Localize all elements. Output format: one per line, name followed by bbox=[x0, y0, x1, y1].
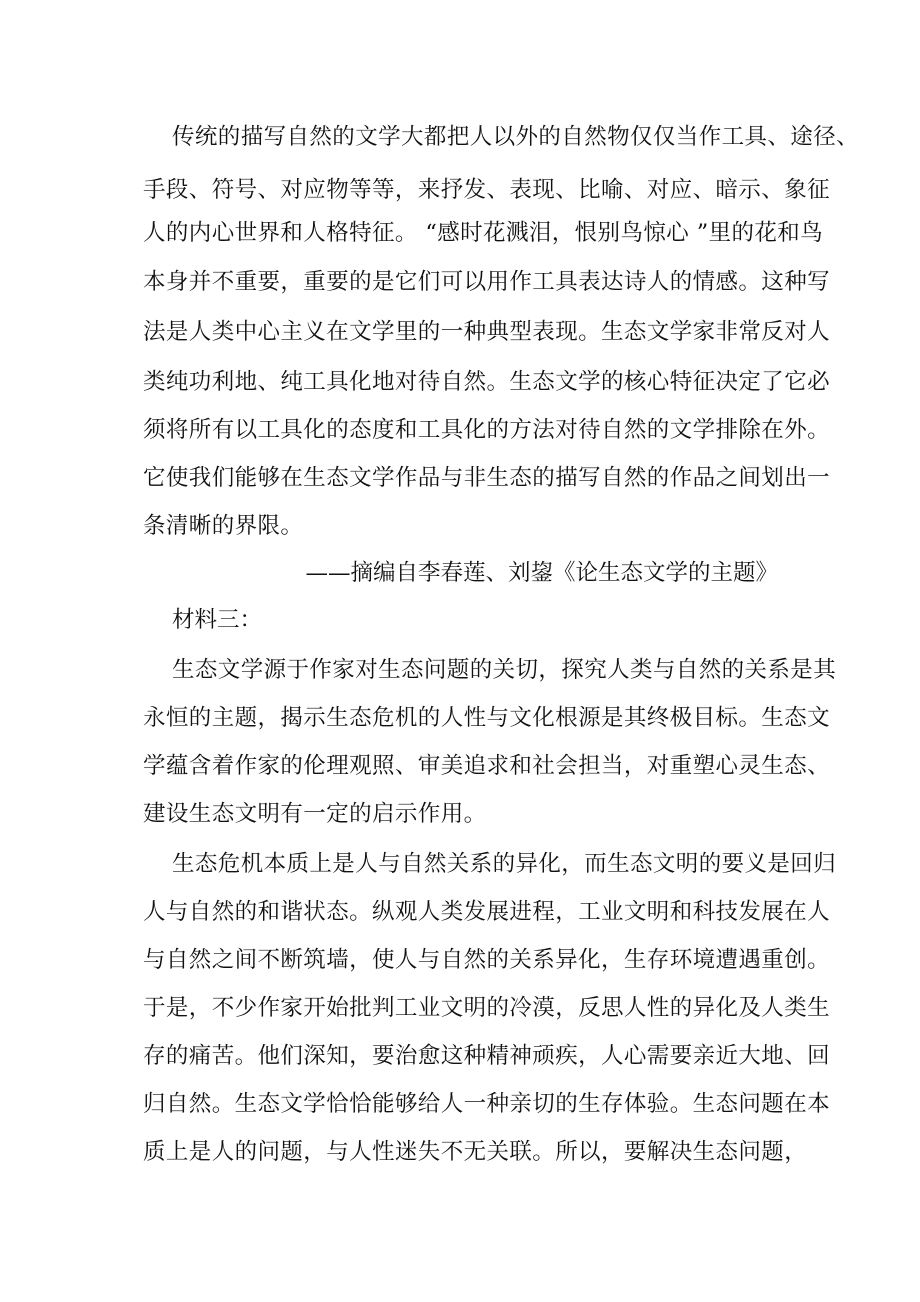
material-3-p2-line-4: 于是，不少作家开始批判工业文明的冷漠，反思人性的异化及人类生 bbox=[143, 995, 831, 1021]
passage-1-line-6: 类纯功利地、纯工具化地对待自然。生态文学的核心特征决定了它必 bbox=[143, 369, 831, 395]
passage-1-line-9: 条清晰的界限。 bbox=[143, 513, 304, 539]
passage-1-line-5: 法是人类中心主义在文学里的一种典型表现。生态文学家非常反对人 bbox=[143, 319, 831, 345]
material-3-p2-line-7: 质上是人的问题，与人性迷失不无关联。所以，要解决生态问题， bbox=[143, 1139, 808, 1165]
material-3-p2-line-1: 生态危机本质上是人与自然关系的异化，而生态文明的要义是回归 bbox=[172, 851, 837, 877]
passage-1-line-4: 本身并不重要，重要的是它们可以用作工具表达诗人的情感。这种写 bbox=[143, 269, 831, 295]
material-3-p2-line-6: 归自然。生态文学恰恰能够给人一种亲切的生存体验。生态问题在本 bbox=[143, 1091, 831, 1117]
material-3-p1-line-1: 生态文学源于作家对生态问题的关切，探究人类与自然的关系是其 bbox=[172, 657, 837, 683]
material-3-p1-line-2: 永恒的主题，揭示生态危机的人性与文化根源是其终极目标。生态文 bbox=[143, 705, 831, 731]
passage-1-line-3: 人的内心世界和人格特征。 “感时花溅泪，恨别鸟惊心 ”里的花和鸟 bbox=[143, 220, 824, 246]
material-3-p2-line-2: 人与自然的和谐状态。纵观人类发展进程，工业文明和科技发展在人 bbox=[143, 899, 831, 925]
material-3-label: 材料三： bbox=[172, 607, 263, 633]
material-3-p1-line-3: 学蕴含着作家的伦理观照、审美追求和社会担当，对重塑心灵生态、 bbox=[143, 753, 831, 779]
material-3-p2-line-5: 存的痛苦。他们深知，要治愈这种精神顽疾，人心需要亲近大地、回 bbox=[143, 1043, 831, 1069]
passage-1-line-1: 传统的描写自然的文学大都把人以外的自然物仅仅当作工具、途径、 bbox=[172, 124, 860, 150]
passage-1-line-8: 它使我们能够在生态文学作品与非生态的描写自然的作品之间划出一 bbox=[143, 465, 831, 491]
passage-1-line-7: 须将所有以工具化的态度和工具化的方法对待自然的文学排除在外。 bbox=[143, 417, 831, 443]
attribution: ——摘编自李春莲、刘鋆《论生态文学的主题》 bbox=[305, 560, 778, 586]
passage-1-line-2: 手段、符号、对应物等等，来抒发、表现、比喻、对应、暗示、象征 bbox=[143, 177, 831, 203]
material-3-p1-line-4: 建设生态文明有一定的启示作用。 bbox=[143, 801, 487, 827]
material-3-p2-line-3: 与自然之间不断筑墙，使人与自然的关系异化，生存环境遭遇重创。 bbox=[143, 947, 831, 973]
